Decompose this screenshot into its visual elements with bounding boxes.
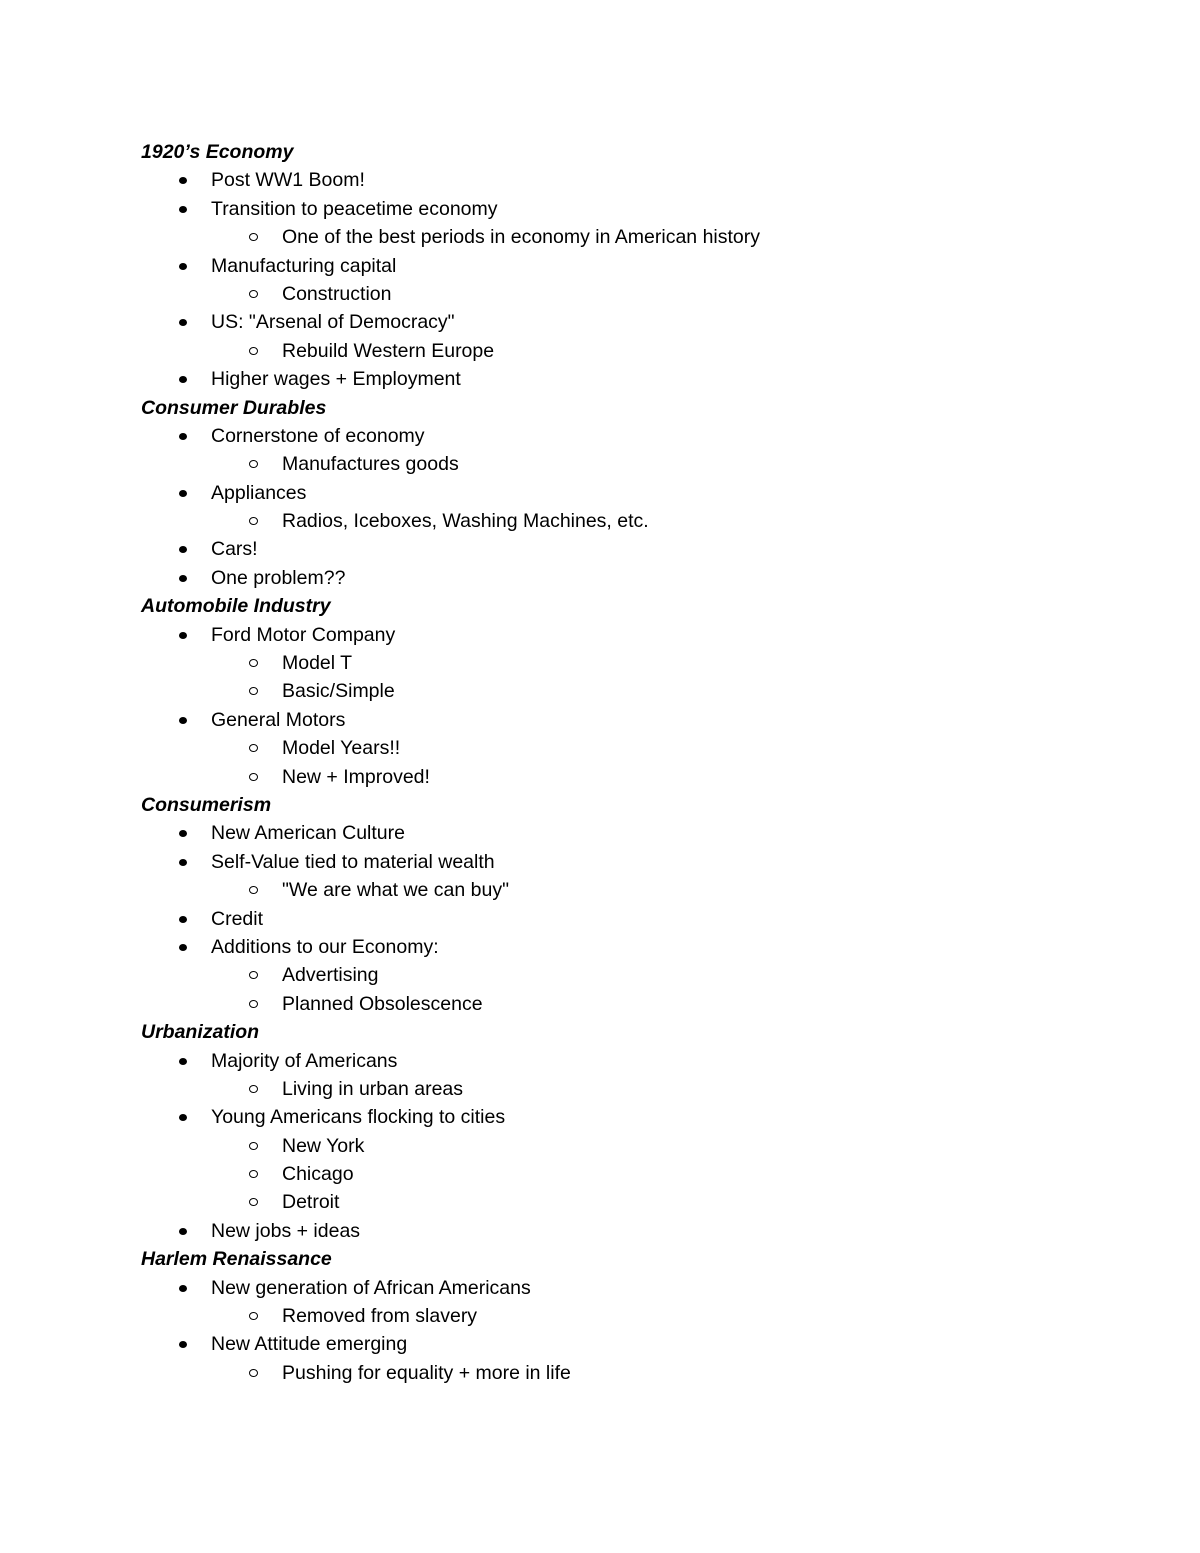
sub-bullet-item	[0, 450, 1200, 478]
filled-bullet-icon	[179, 1058, 187, 1065]
bullet-text: US: "Arsenal of Democracy"	[211, 311, 455, 334]
bullet-item	[0, 479, 1200, 507]
bullet-item	[0, 848, 1200, 876]
filled-bullet-icon	[179, 433, 187, 440]
bullet-item	[0, 422, 1200, 450]
sub-bullet-item	[0, 961, 1200, 989]
section-heading: 1920’s Economy	[141, 141, 294, 163]
filled-bullet-icon	[179, 1114, 187, 1121]
hollow-bullet-icon	[249, 687, 258, 695]
bullet-text: Basic/Simple	[282, 680, 395, 703]
bullet-text: Pushing for equality + more in life	[282, 1361, 571, 1384]
section-heading: Consumer Durables	[141, 396, 327, 419]
filled-bullet-icon	[179, 717, 187, 724]
bullet-text: New jobs + ideas	[211, 1219, 361, 1242]
bullet-text: One of the best periods in economy in American history	[282, 226, 760, 249]
filled-bullet-icon	[179, 859, 187, 866]
bullet-item	[0, 933, 1200, 961]
section-heading: Harlem Renaissance	[141, 1248, 332, 1271]
bullet-text: Young Americans flocking to cities	[211, 1106, 506, 1129]
hollow-bullet-icon	[249, 886, 258, 894]
bullet-item	[0, 195, 1200, 223]
filled-bullet-icon	[179, 632, 187, 639]
filled-bullet-icon	[179, 177, 187, 184]
bullet-text: New + Improved!	[282, 765, 430, 788]
bullet-text: Additions to our Economy:	[211, 935, 439, 958]
bullet-text: Rebuild Western Europe	[282, 339, 495, 362]
filled-bullet-icon	[179, 206, 187, 213]
bullet-item	[0, 1217, 1200, 1245]
bullet-text: Cornerstone of economy	[211, 424, 425, 447]
bullet-item	[0, 1274, 1200, 1302]
bullet-item	[0, 1047, 1200, 1075]
bullet-text: New Attitude emerging	[211, 1333, 408, 1356]
sub-bullet-item	[0, 734, 1200, 762]
bullet-text: General Motors	[211, 708, 346, 731]
bullet-item	[0, 564, 1200, 592]
sub-bullet-item	[0, 990, 1200, 1018]
section-heading: Automobile Industry	[141, 595, 331, 618]
filled-bullet-icon	[179, 916, 187, 923]
filled-bullet-icon	[179, 1228, 187, 1235]
bullet-item	[0, 1330, 1200, 1358]
bullet-text: Advertising	[282, 964, 379, 987]
bullet-text: New York	[282, 1134, 365, 1157]
bullet-text: Chicago	[282, 1163, 354, 1186]
hollow-bullet-icon	[249, 1142, 258, 1150]
filled-bullet-icon	[179, 1285, 187, 1292]
bullet-text: Construction	[282, 282, 392, 305]
sub-bullet-item	[0, 1160, 1200, 1188]
hollow-bullet-icon	[249, 1312, 258, 1320]
bullet-text: New American Culture	[211, 822, 405, 845]
hollow-bullet-icon	[249, 347, 258, 355]
sub-bullet-item	[0, 763, 1200, 791]
hollow-bullet-icon	[249, 1170, 258, 1178]
bullet-text: "We are what we can buy"	[282, 879, 510, 902]
hollow-bullet-icon	[249, 460, 258, 468]
hollow-bullet-icon	[249, 290, 258, 298]
bullet-text: Credit	[211, 907, 264, 930]
bullet-text: Cars!	[211, 538, 258, 561]
filled-bullet-icon	[179, 319, 187, 326]
hollow-bullet-icon	[249, 233, 258, 241]
sub-bullet-item	[0, 1132, 1200, 1160]
bullet-text: Majority of Americans	[211, 1049, 398, 1072]
bullet-text: Living in urban areas	[282, 1077, 464, 1100]
hollow-bullet-icon	[249, 1000, 258, 1008]
bullet-text: Post WW1 Boom!	[211, 169, 365, 192]
bullet-text: Radios, Iceboxes, Washing Machines, etc.	[282, 510, 649, 533]
hollow-bullet-icon	[249, 1369, 258, 1377]
bullet-item	[0, 1103, 1200, 1131]
sub-bullet-item	[0, 1302, 1200, 1330]
bullet-item	[0, 365, 1200, 393]
bullet-item	[0, 905, 1200, 933]
bullet-text: Model T	[282, 652, 353, 675]
bullet-text: Self-Value tied to material wealth	[211, 850, 495, 873]
bullet-text: Planned Obsolescence	[282, 992, 483, 1015]
bullet-text: One problem??	[211, 566, 346, 589]
sub-bullet-item	[0, 337, 1200, 365]
sub-bullet-item	[0, 876, 1200, 904]
sub-bullet-item	[0, 280, 1200, 308]
hollow-bullet-icon	[249, 517, 258, 525]
sub-bullet-item	[0, 1188, 1200, 1216]
bullet-text: Transition to peacetime economy	[211, 197, 498, 220]
section-heading: Consumerism	[141, 793, 272, 816]
bullet-text: Detroit	[282, 1191, 340, 1214]
sub-bullet-item	[0, 507, 1200, 535]
filled-bullet-icon	[179, 546, 187, 553]
bullet-text: Higher wages + Employment	[211, 368, 461, 391]
bullet-item	[0, 706, 1200, 734]
sub-bullet-item	[0, 1075, 1200, 1103]
sub-bullet-item	[0, 677, 1200, 705]
bullet-text: Ford Motor Company	[211, 623, 396, 646]
hollow-bullet-icon	[249, 659, 258, 667]
bullet-text: Model Years!!	[282, 737, 401, 760]
filled-bullet-icon	[179, 575, 187, 582]
bullet-item	[0, 252, 1200, 280]
filled-bullet-icon	[179, 490, 187, 497]
hollow-bullet-icon	[249, 744, 258, 752]
hollow-bullet-icon	[249, 1198, 258, 1206]
bullet-item	[0, 166, 1200, 194]
section-heading: Urbanization	[141, 1021, 260, 1044]
document-page	[0, 138, 1200, 1387]
hollow-bullet-icon	[249, 773, 258, 781]
filled-bullet-icon	[179, 944, 187, 951]
bullet-item	[0, 535, 1200, 563]
filled-bullet-icon	[179, 376, 187, 383]
sub-bullet-item	[0, 223, 1200, 251]
bullet-item	[0, 819, 1200, 847]
filled-bullet-icon	[179, 263, 187, 270]
bullet-text: Removed from slavery	[282, 1305, 478, 1328]
bullet-text: New generation of African Americans	[211, 1276, 531, 1299]
bullet-text: Manufactures goods	[282, 453, 459, 476]
bullet-text: Appliances	[211, 481, 307, 504]
filled-bullet-icon	[179, 830, 187, 837]
bullet-item	[0, 308, 1200, 336]
hollow-bullet-icon	[249, 1085, 258, 1093]
bullet-item	[0, 621, 1200, 649]
bullet-text: Manufacturing capital	[211, 254, 397, 277]
sub-bullet-item	[0, 649, 1200, 677]
sub-bullet-item	[0, 1359, 1200, 1387]
hollow-bullet-icon	[249, 971, 258, 979]
filled-bullet-icon	[179, 1341, 187, 1348]
